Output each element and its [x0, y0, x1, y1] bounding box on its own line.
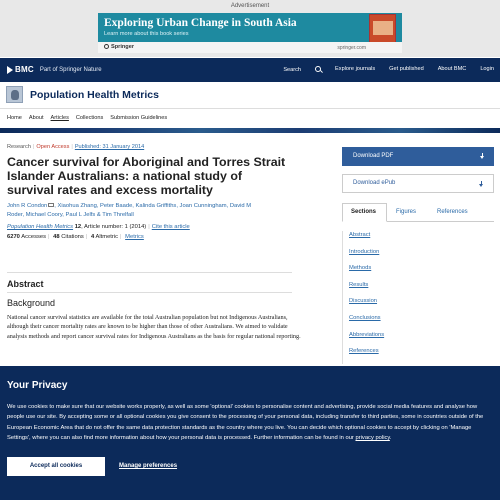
journal-link[interactable]: Population Health Metrics	[7, 224, 74, 230]
download-icon	[480, 153, 485, 160]
download-pdf-button[interactable]	[342, 147, 494, 166]
abstract-heading: Abstract	[7, 279, 44, 289]
tab-sections[interactable]: Sections	[342, 203, 387, 222]
journal-nav-submission-guidelines[interactable]: Submission Guidelines	[110, 115, 168, 121]
bmc-header	[0, 58, 500, 82]
cite-this-article-link[interactable]: Cite this article	[151, 224, 190, 230]
journal-nav-home[interactable]: Home	[7, 115, 22, 121]
journal-nav-articles[interactable]: Articles	[50, 115, 69, 121]
cookie-text: We use cookies to make sure that our website works properly, as well as some 'optional' cookies to personalise content and advertising, provide social media features and analyse how people use our site. By accepting some or all optional cookies you give consent to the processing of your personal data, including transfer to third parties, some in countries outside of the European Economic Area that do not offer the same data protection standards as the country where you live. You can decide which optional cookies to accept by clicking on 'Manage Settings', where you can also find more information about how your personal data is processed. Further information can be found in our privacy policy.	[7, 404, 484, 442]
ad-banner[interactable]	[98, 13, 402, 53]
altmetric-count: 4	[90, 234, 95, 240]
ad-title: Exploring Urban Change in South Asia	[104, 17, 297, 29]
nav-explore-journals[interactable]: Explore journals	[335, 66, 376, 72]
metrics-line: 6270 Accesses | 48 Citations | 4 Altmetric | Metrics	[7, 234, 144, 240]
volume: 12	[74, 224, 82, 230]
download-icon	[479, 181, 484, 188]
manage-preferences-button[interactable]: Manage preferences	[119, 463, 178, 469]
sidebar	[342, 147, 494, 364]
metrics-link[interactable]: Metrics	[125, 234, 144, 240]
journal-logo-icon[interactable]	[6, 86, 23, 103]
tab-references[interactable]: References	[437, 209, 468, 215]
privacy-policy-link[interactable]: privacy policy	[355, 435, 390, 442]
altmetric-label: Altmetric	[95, 234, 119, 240]
nav-search[interactable]: Search	[269, 66, 321, 73]
hero-banner-strip	[0, 128, 500, 133]
journal-title[interactable]: Population Health Metrics	[30, 89, 159, 101]
download-epub-label: Download ePub	[353, 180, 396, 186]
author-list	[7, 202, 292, 220]
section-link-introduction[interactable]: Introduction	[349, 248, 380, 255]
sections-list	[342, 231, 494, 364]
citations-count: 48	[53, 234, 60, 240]
nav-get-published[interactable]: Get published	[389, 66, 424, 72]
advertisement-area	[0, 0, 500, 57]
bmc-logo-text: BMC	[15, 65, 34, 74]
springer-icon	[104, 44, 109, 49]
section-link-conclusions[interactable]: Conclusions	[349, 314, 381, 321]
bmc-tagline: Part of Springer Nature	[39, 66, 102, 73]
article-number: , Article number: 1 (2014)	[81, 224, 147, 230]
divider	[7, 272, 292, 273]
ad-subtitle: Learn more about this book series	[104, 31, 189, 37]
section-link-references[interactable]: References	[349, 348, 379, 355]
bmc-arrow-icon	[7, 66, 13, 74]
search-icon	[315, 66, 321, 72]
author-link[interactable]: John R Condon	[7, 203, 48, 209]
section-link-abstract[interactable]: Abstract	[349, 232, 371, 238]
section-link-discussion[interactable]: Discussion	[349, 298, 378, 305]
nav-login[interactable]: Login	[480, 66, 494, 72]
article-header	[7, 144, 292, 240]
accesses-label: Accesses	[21, 234, 47, 240]
tab-figures[interactable]: Figures	[396, 209, 417, 215]
sidebar-tabs	[342, 203, 494, 222]
springer-logo: Springer	[104, 44, 134, 50]
divider	[7, 292, 292, 293]
accept-all-cookies-button[interactable]: Accept all cookies	[7, 457, 105, 476]
nav-about-bmc[interactable]: About BMC	[437, 66, 467, 72]
journal-nav-collections[interactable]: Collections	[75, 115, 104, 121]
published-date[interactable]: Published: 31 January 2014	[74, 144, 145, 150]
background-heading: Background	[7, 298, 56, 308]
article-meta: Research | Open Access | Published: 31 January 2014	[7, 144, 145, 150]
bmc-logo[interactable]	[7, 65, 102, 74]
accesses-count: 6270	[7, 234, 20, 240]
journal-nav	[0, 109, 500, 128]
author-links-2[interactable]: Roder, Michael Coory, Paul L Jelfs & Tim Threlfall	[7, 212, 134, 218]
advertisement-label: Advertisement	[230, 3, 270, 9]
ad-url: springer.com	[337, 44, 366, 51]
bmc-nav	[255, 66, 494, 73]
ad-footer	[98, 42, 402, 53]
section-link-abbreviations[interactable]: Abbreviations	[349, 331, 385, 338]
citations-label: Citations	[61, 234, 84, 240]
background-text: National cancer survival statistics are available for the total Australian population but not Indigenous Australians, although their cancer mortality rates are known to be higher than those of other Australians. We aimed to validate analysis methods and report cancer survival rates for Indigenous Australians as the basis for regular national reporting.	[7, 314, 301, 340]
section-link-methods[interactable]: Methods	[349, 265, 372, 272]
section-link-results[interactable]: Results	[349, 281, 369, 288]
author-links[interactable]: , Xiaohua Zhang, Peter Baade, Kalinda Griffiths, Joan Cunningham, David M	[54, 203, 252, 209]
journal-header	[0, 82, 500, 109]
open-access-badge: Open Access	[36, 144, 70, 150]
article-type: Research	[7, 144, 31, 150]
download-epub-button[interactable]	[342, 174, 494, 193]
article-title: Cancer survival for Aboriginal and Torres Strait Islander Australians: a national study of survival rates and excess mortality	[7, 155, 286, 197]
cookie-banner	[0, 366, 500, 500]
download-pdf-label: Download PDF	[353, 153, 394, 159]
cookie-heading: Your Privacy	[7, 380, 68, 391]
citation-line: Population Health Metrics 12, Article number: 1 (2014) | Cite this article	[7, 224, 190, 230]
journal-nav-about[interactable]: About	[28, 115, 44, 121]
